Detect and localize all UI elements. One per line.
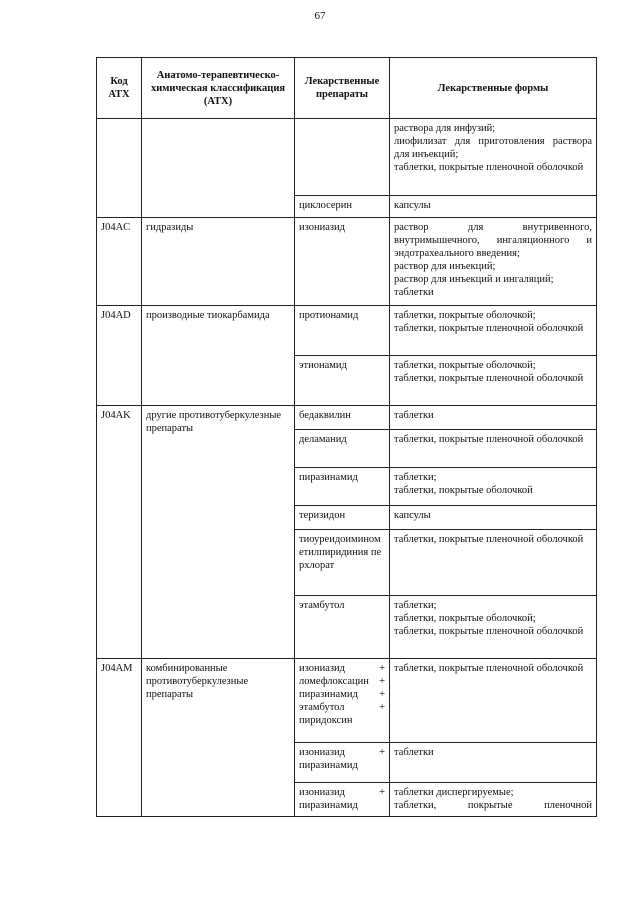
- table-row: [97, 406, 597, 430]
- atx-code-cell: J04AD: [97, 306, 142, 406]
- atx-code-cell: [97, 119, 142, 218]
- forms-cell: [390, 468, 597, 506]
- classification-cell: другие противотуберкулезные препараты: [142, 406, 295, 659]
- header-forms: Лекарственные формы: [390, 58, 597, 119]
- drug-cell: изониазид + пиразинамид: [295, 743, 390, 783]
- form-item: таблетки;: [394, 600, 437, 611]
- drug-cell: бедаквилин: [295, 406, 390, 430]
- form-item: капсулы: [394, 200, 431, 211]
- drug-cell: изониазид: [295, 218, 390, 306]
- form-item: таблетки;: [394, 472, 437, 483]
- form-item: раствор для инъекций;: [394, 261, 496, 272]
- page-number: 67: [314, 10, 326, 22]
- forms-cell: [390, 659, 597, 743]
- form-item: таблетки: [394, 410, 434, 421]
- form-item: таблетки, покрытые оболочкой: [394, 485, 533, 496]
- drug-cell: тиоуреидоиминометилпиридиния перхлорат: [295, 530, 390, 596]
- classification-cell: гидразиды: [142, 218, 295, 306]
- form-item: таблетки, покрытые оболочкой;: [394, 310, 536, 321]
- form-item: таблетки, покрытые пленочной оболочкой: [394, 663, 584, 674]
- form-item: капсулы: [394, 510, 431, 521]
- table-row: [97, 119, 597, 196]
- forms-cell: [390, 406, 597, 430]
- drug-cell: пиразинамид: [295, 468, 390, 506]
- forms-cell: [390, 596, 597, 659]
- forms-cell: [390, 743, 597, 783]
- drug-cell: изониазид + пиразинамид: [295, 783, 390, 817]
- table-row: [97, 306, 597, 356]
- forms-cell: [390, 783, 597, 817]
- form-item: таблетки, покрытые пленочной оболочкой: [394, 323, 584, 334]
- form-item: таблетки, покрытые пленочной оболочкой: [394, 534, 584, 545]
- classification-cell: [142, 119, 295, 218]
- drug-cell: этамбутол: [295, 596, 390, 659]
- header-classification: Анатомо-терапевтическо-химическая классификация (АТХ): [142, 58, 295, 119]
- form-item: таблетки: [394, 287, 434, 298]
- form-item: таблетки, покрытые оболочкой;: [394, 360, 536, 371]
- form-item: таблетки, покрытые пленочной: [394, 800, 592, 811]
- drug-cell: изониазид + ломефлоксацин + пиразинамид + этамбутол + пиридоксин: [295, 659, 390, 743]
- forms-cell: [390, 356, 597, 406]
- drug-cell: теризидон: [295, 506, 390, 530]
- table-row: [97, 659, 597, 743]
- form-item: таблетки, покрытые пленочной оболочкой: [394, 626, 584, 637]
- atx-code-cell: J04AK: [97, 406, 142, 659]
- table-header-row: [97, 58, 597, 119]
- form-item: лиофилизат для приготовления раствора для инъекций;: [394, 136, 592, 160]
- forms-cell: [390, 430, 597, 468]
- form-item: раствор для инъекций и ингаляций;: [394, 274, 554, 285]
- form-item: таблетки диспергируемые;: [394, 787, 514, 798]
- drug-cell: протионамид: [295, 306, 390, 356]
- forms-cell: [390, 506, 597, 530]
- forms-cell: [390, 196, 597, 218]
- forms-cell: [390, 306, 597, 356]
- header-code: Код АТХ: [97, 58, 142, 119]
- forms-cell: [390, 530, 597, 596]
- form-item: таблетки: [394, 747, 434, 758]
- atx-code-cell: J04AM: [97, 659, 142, 817]
- drug-cell: циклосерин: [295, 196, 390, 218]
- form-item: таблетки, покрытые пленочной оболочкой: [394, 373, 584, 384]
- form-item: раствор для внутривенного, внутримышечного, ингаляционного и эндотрахеального введения;: [394, 222, 592, 259]
- atx-code-cell: J04AC: [97, 218, 142, 306]
- form-item: таблетки, покрытые пленочной оболочкой: [394, 434, 584, 445]
- form-item: раствора для инфузий;: [394, 123, 496, 134]
- form-item: таблетки, покрытые пленочной оболочкой: [394, 162, 584, 173]
- drug-cell: [295, 119, 390, 196]
- forms-cell: [390, 218, 597, 306]
- classification-cell: комбинированные противотуберкулезные препараты: [142, 659, 295, 817]
- drug-cell: этионамид: [295, 356, 390, 406]
- form-item: таблетки, покрытые оболочкой;: [394, 613, 536, 624]
- classification-cell: производные тиокарбамида: [142, 306, 295, 406]
- header-drugs: Лекарственные препараты: [295, 58, 390, 119]
- drug-cell: деламанид: [295, 430, 390, 468]
- atx-table: [96, 57, 597, 817]
- table-row: [97, 218, 597, 306]
- forms-cell: [390, 119, 597, 196]
